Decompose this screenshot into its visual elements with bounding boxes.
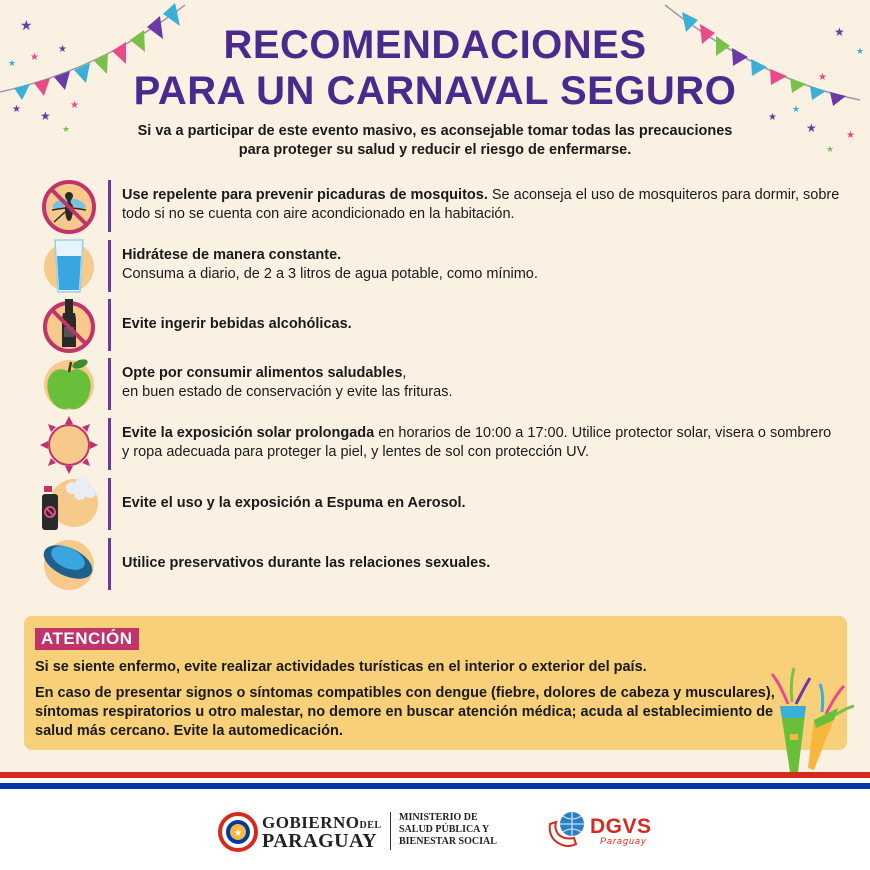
dgvs-globe-icon	[546, 808, 596, 852]
svg-text:★: ★	[826, 144, 835, 154]
intro-line-2: para proteger su salud y reducir el riesgo de enfermarse.	[238, 142, 632, 158]
item-rest-text: Se aconseja el uso de mosquiteros para dormir, sobre todo si no se cuenta con aire acondicionado en la habitación.	[122, 187, 840, 222]
item-text	[122, 536, 842, 590]
svg-text:★: ★	[233, 828, 243, 839]
foam-spray-icon	[40, 476, 98, 534]
item-bold-text: Evite la exposición solar prolongada	[122, 425, 375, 441]
government-word: GOBIERNO	[262, 813, 360, 832]
no-mosquito-icon	[40, 178, 98, 236]
recommendation-item-sun	[40, 416, 840, 470]
item-accent-bar	[108, 538, 111, 590]
footer-separator	[390, 812, 391, 850]
svg-text:★: ★	[20, 17, 33, 33]
recommendation-item-hydrate	[40, 238, 840, 292]
no-alcohol-icon	[40, 297, 98, 355]
item-line-2: en buen estado de conservación y evite las frituras.	[122, 384, 453, 400]
item-bold-text: Evite ingerir bebidas alcohólicas.	[122, 315, 352, 332]
item-bold-text: Evite el uso y la exposición a Espuma en Aerosol.	[122, 494, 466, 511]
party-horn-icon	[766, 664, 856, 774]
dgvs-logo-subtext: Paraguay	[600, 836, 647, 846]
item-text	[122, 178, 842, 232]
item-line-2: Consuma a diario, de 2 a 3 litros de agua potable, como mínimo.	[122, 266, 538, 282]
recommendation-item-foam	[40, 476, 840, 530]
item-text	[122, 476, 842, 530]
item-text	[122, 416, 842, 470]
item-text	[122, 238, 842, 292]
item-accent-bar	[108, 299, 111, 351]
svg-text:★: ★	[70, 100, 79, 111]
government-seal-icon	[218, 812, 258, 852]
attention-paragraph-2: En caso de presentar signos o síntomas compatibles con dengue (fiebre, dolores de cabeza y musculares), síntomas respiratorios u otro malestar, no demore en buscar atención médica; acuda al establecimiento de salud más cercano. Evite la automedicación.	[35, 685, 775, 739]
page-title	[0, 22, 870, 114]
recommendation-item-condom	[40, 536, 840, 590]
svg-text:★: ★	[846, 130, 855, 141]
recommendation-item-repellent	[40, 178, 840, 232]
svg-text:★: ★	[806, 121, 817, 135]
ministry-line-2: SALUD PÚBLICA Y	[399, 824, 490, 835]
svg-text:★: ★	[12, 104, 21, 115]
intro-text	[70, 122, 800, 160]
svg-text:★: ★	[30, 52, 39, 63]
dgvs-logo-text: DGVS	[590, 815, 652, 838]
government-del: DEL	[359, 820, 382, 831]
item-bold-text: Utilice preservativos durante las relaciones sexuales.	[122, 554, 491, 571]
svg-text:★: ★	[768, 112, 777, 123]
attention-paragraph-1: Si se siente enfermo, evite realizar actividades turísticas en el interior o exterior del país.	[35, 659, 647, 675]
item-text	[122, 297, 842, 351]
ministry-name	[399, 812, 497, 848]
item-accent-bar	[108, 418, 111, 470]
item-accent-bar	[108, 180, 111, 232]
intro-line-1: Si va a participar de este evento masivo, es aconsejable tomar todas las precauciones	[137, 123, 733, 139]
item-rest-text: en horarios de 10:00 a 17:00. Utilice protector solar, visera o sombrero y ropa adecuada para proteger la piel, y lentes de sol con protección UV.	[122, 425, 832, 460]
sun-icon	[40, 416, 98, 474]
item-accent-bar	[108, 478, 111, 530]
item-rest-text: ,	[402, 365, 407, 381]
item-bold-text: Opte por consumir alimentos saludables	[122, 365, 403, 381]
attention-box	[24, 616, 847, 750]
svg-text:★: ★	[58, 44, 67, 55]
ministry-line-1: MINISTERIO DE	[399, 812, 478, 823]
svg-text:★: ★	[792, 104, 801, 114]
condom-icon	[40, 536, 98, 594]
svg-text:★: ★	[834, 25, 845, 39]
title-line-2: PARA UN CARNAVAL SEGURO	[133, 69, 737, 113]
item-text	[122, 356, 842, 410]
item-accent-bar	[108, 240, 111, 292]
svg-text:★: ★	[856, 46, 865, 56]
item-bold-text: Hidrátese de manera constante.	[122, 247, 342, 263]
recommendation-item-food	[40, 356, 840, 410]
attention-badge: ATENCIÓN	[35, 628, 139, 650]
svg-text:★: ★	[8, 58, 17, 68]
item-bold-text: Use repelente para prevenir picaduras de mosquitos.	[122, 187, 488, 203]
ministry-line-3: BIENESTAR SOCIAL	[399, 836, 497, 847]
apple-icon	[40, 356, 98, 414]
svg-text:★: ★	[818, 72, 827, 83]
title-line-1: RECOMENDACIONES	[223, 23, 647, 67]
svg-text:★: ★	[62, 124, 71, 134]
recommendation-item-alcohol	[40, 297, 840, 351]
svg-text:★: ★	[40, 109, 51, 123]
item-accent-bar	[108, 358, 111, 410]
water-glass-icon	[40, 238, 98, 296]
government-name-line-2: PARAGUAY	[262, 830, 378, 852]
